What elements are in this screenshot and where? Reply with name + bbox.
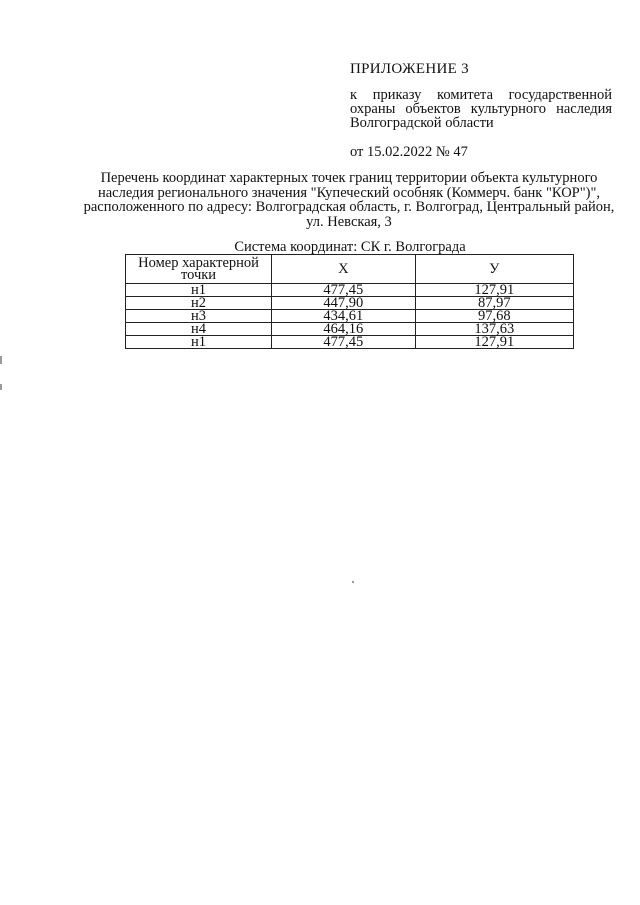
appendix-order-date: от 15.02.2022 № 47 [350,144,468,160]
cell-x: 464,16 [272,323,416,336]
cell-point: н3 [126,310,272,323]
header-x: X [272,255,416,284]
cell-point: н4 [126,323,272,336]
cell-y: 97,68 [415,310,573,323]
cell-point: н2 [126,297,272,310]
cell-x: 477,45 [272,284,416,297]
cell-x: 477,45 [272,336,416,349]
coordinates-table [125,254,574,349]
cell-point: н1 [126,336,272,349]
appendix-title: ПРИЛОЖЕНИЕ 3 [350,61,469,77]
scan-speck [352,581,354,583]
appendix-order-reference: к приказу комитета государственной охраны объектов культурного наследия Волгоградской области [350,87,612,131]
document-heading: Перечень координат характерных точек границ территории объекта культурного наследия регионального значения "Купеческий особняк (Коммерч. банк "КОР")", расположенного по адресу: Волгоградская область, г. Волгоград, Центральный район, ул. Невская, 3 [83,170,615,230]
header-point-number: Номер характерной точки [126,255,272,284]
scan-margin-mark [0,356,2,364]
cell-x: 447,90 [272,297,416,310]
cell-point: н1 [126,284,272,297]
appendix-block [350,62,612,159]
header-y: У [415,255,573,284]
table-header-row [126,255,574,284]
coordinate-system-caption: Система координат: СК г. Волгограда [234,239,466,255]
cell-y: 137,63 [415,323,573,336]
table-row [126,336,574,349]
scan-margin-mark [0,384,2,390]
cell-y: 127,91 [415,336,573,349]
cell-y: 127,91 [415,284,573,297]
cell-y: 87,97 [415,297,573,310]
cell-x: 434,61 [272,310,416,323]
